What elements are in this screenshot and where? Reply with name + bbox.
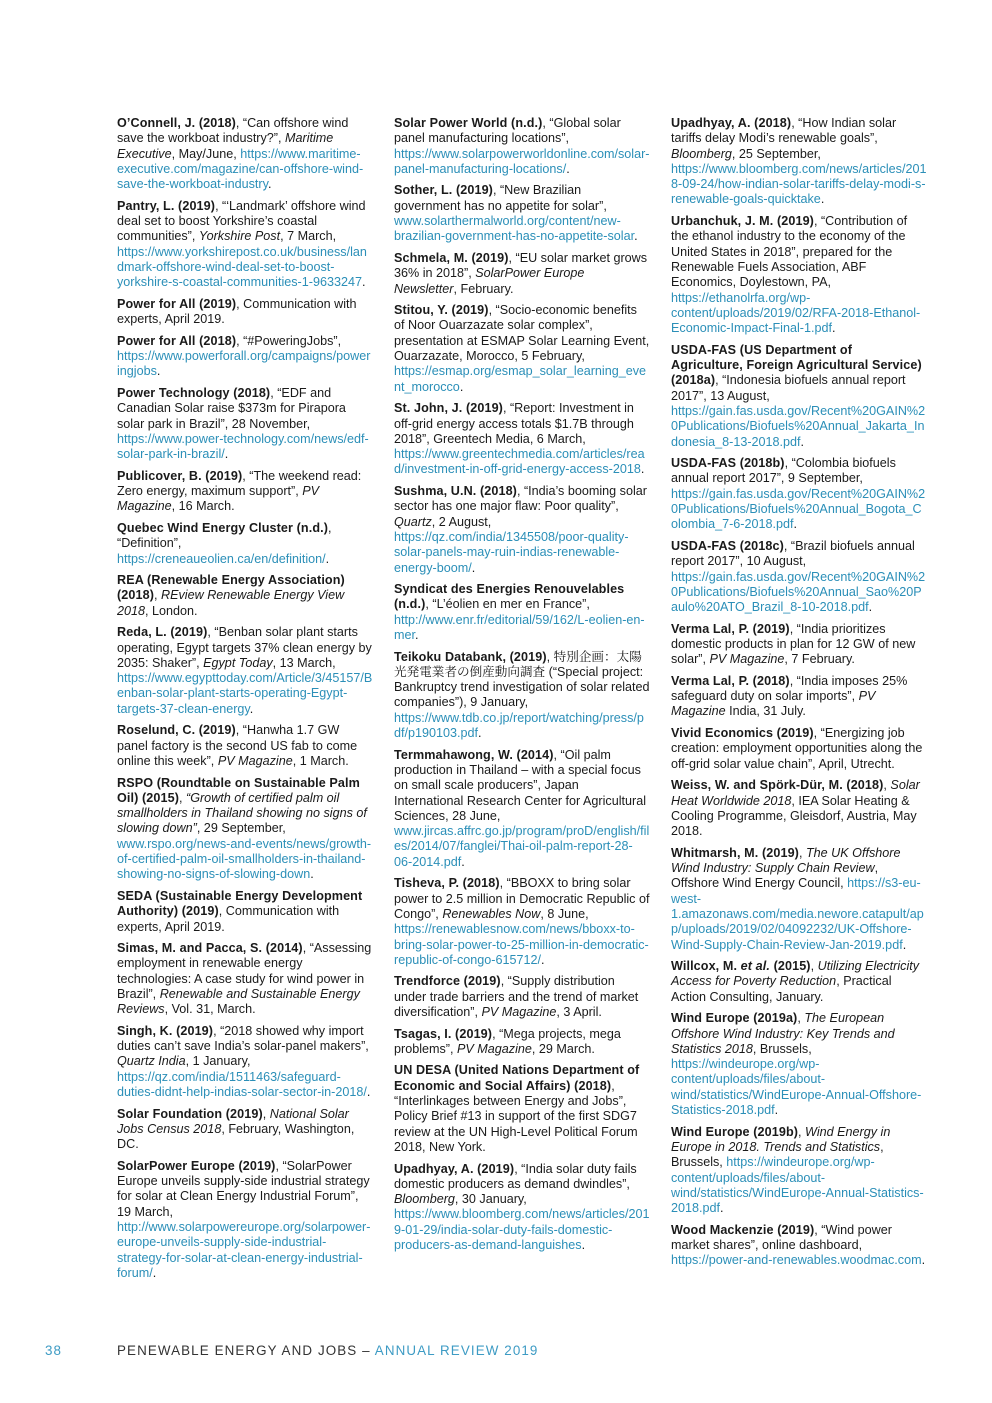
reference-text: . — [793, 517, 798, 532]
reference-author: Schmela, M. (2019) — [394, 250, 509, 265]
reference-publication: Egypt Today — [203, 655, 273, 670]
reference-text: , “India’s booming solar sector has one major flaw: Poor quality”, — [394, 484, 647, 514]
reference-link[interactable]: https://www.egypttoday.com/Article/3/45157/Benban-solar-plant-starts-operating-Egypt-targets-37-clean-energy — [117, 671, 373, 716]
reference-author: Termmahawong, W. (2014) — [394, 747, 554, 762]
reference-entry — [671, 116, 927, 208]
reference-text: , “Socio-economic benefits of Noor Ouarzazate solar complex”, presentation at ESMAP Solar Learning Event, Ouarzazate, Morocco, 5 February, — [394, 303, 650, 364]
reference-entry — [117, 334, 373, 380]
reference-publication: PV Magazine — [117, 484, 320, 514]
reference-author: USDA-FAS (2018b) — [671, 456, 785, 471]
reference-author: St. John, J. (2019) — [394, 401, 503, 416]
reference-link[interactable]: https://qz.com/india/1345508/poor-quality-solar-panels-may-ruin-indias-renewable-energy-boom/ — [394, 529, 629, 575]
reference-entry — [117, 469, 373, 515]
reference-text: . — [310, 867, 314, 882]
reference-entry — [671, 539, 927, 615]
reference-text: , London. — [145, 603, 198, 618]
reference-entry — [394, 650, 650, 742]
reference-text: , “New Brazilian government has no appetite for solar”, — [394, 183, 607, 213]
reference-text: . — [156, 364, 161, 379]
reference-publication: Renewable and Sustainable Energy Reviews — [117, 987, 360, 1017]
reference-text: . — [541, 952, 545, 967]
reference-author: Stitou, Y. (2019) — [394, 303, 489, 318]
reference-text: . — [361, 275, 366, 290]
reference-text: , “L’éolien en mer en France”, — [425, 597, 590, 612]
reference-text: , May/June, — [171, 146, 241, 161]
reference-publication: PV Magazine — [709, 652, 785, 667]
reference-text: . — [249, 701, 254, 716]
reference-author: Quebec Wind Energy Cluster (n.d.) — [117, 520, 329, 535]
reference-text: , 7 February. — [784, 652, 855, 667]
reference-text: , Brussels, — [671, 1139, 884, 1170]
reference-author: (2015) — [769, 959, 811, 974]
reference-publication: PV Magazine — [457, 1041, 532, 1056]
reference-text: . — [152, 1265, 157, 1280]
reference-text: , 29 September, — [196, 821, 286, 836]
reference-text: . — [640, 462, 645, 477]
reference-entry — [671, 343, 927, 450]
reference-text: . — [902, 937, 907, 952]
reference-text: India, 31 July. — [725, 704, 806, 719]
reference-author: Vivid Economics (2019) — [671, 726, 814, 741]
reference-text: . — [800, 434, 805, 449]
reference-entry — [117, 776, 373, 883]
reference-entry — [117, 386, 373, 462]
reference-text: , Communication with experts, April 2019. — [117, 904, 340, 934]
reference-entry — [671, 622, 927, 668]
reference-author: Tsagas, I. (2019) — [394, 1026, 493, 1041]
reference-author: SolarPower Europe (2019) — [117, 1158, 276, 1173]
reference-author: USDA-FAS (US Department of Agriculture, Foreign Agricultural Service) (2018a) — [671, 342, 922, 388]
reference-link[interactable]: https://qz.com/india/1511463/safeguard-duties-didnt-help-indias-solar-sector-in-2018/ — [117, 1069, 367, 1100]
reference-entry — [394, 876, 650, 968]
reference-text: , “Colombia biofuels annual report 2017”, 9 September, — [671, 456, 896, 486]
reference-text: , — [262, 1106, 270, 1121]
reference-text: . — [267, 177, 272, 192]
reference-text: , “Energizing job creation: employment opportunities along the off-grid solar value chain”, April, Utrecht. — [671, 726, 923, 771]
reference-text: , “Contribution of the ethanol industry to the economy of the United States in 2018”, prepared for the Renewable Fuels Association, ABF Economics, Doylestown, PA, — [671, 214, 908, 290]
reference-text: . — [774, 1103, 779, 1118]
reference-text: , “EDF and Canadian Solar raise $373m for Pirapora solar park in Brazil”, 28 November, — [117, 385, 346, 431]
footer-report-title: PENEWABLE ENERGY AND JOBS – — [117, 1343, 371, 1358]
reference-text: , Offshore Wind Energy Council, — [671, 861, 879, 891]
reference-author: Syndicat des Energies Renouvelables (n.d.) — [394, 582, 625, 612]
reference-text: , “Interlinkages between Energy and Jobs”, Policy Brief #13 in support of the first SDG7 review at the UN High-Level Political Forum 2018, New York. — [394, 1078, 638, 1154]
reference-link[interactable]: https://creneaueolien.ca/en/definition/ — [117, 551, 326, 566]
reference-author: RSPO (Roundtable on Sustainable Palm Oil) (2015) — [117, 775, 360, 805]
reference-publication: The UK Offshore Wind Industry: Supply Chain Review — [671, 845, 901, 876]
footer-title — [117, 1343, 538, 1358]
reference-text: , February, Washington, DC. — [117, 1121, 355, 1152]
reference-author: Wind Europe (2019b) — [671, 1124, 799, 1139]
reference-text: . — [634, 229, 638, 244]
reference-publication: Utilizing Electricity Access for Poverty Reduction — [671, 959, 920, 989]
reference-text: . — [581, 1238, 586, 1253]
reference-author: O’Connell, J. (2018) — [117, 116, 236, 130]
reference-author: Tisheva, P. (2018) — [394, 876, 500, 891]
reference-text: , 3 April. — [556, 1005, 602, 1019]
reference-text: , — [810, 959, 818, 974]
reference-author: Sother, L. (2019) — [394, 183, 493, 198]
reference-text: . — [868, 600, 873, 615]
reference-entry — [394, 1063, 650, 1155]
reference-text: , 30 January, — [454, 1192, 527, 1207]
reference-publication: “Growth of certified palm oil smallholders in Thailand showing no signs of slowing down” — [117, 790, 367, 836]
reference-link[interactable]: https://www.solarpowerworldonline.com/solar-panel-manufacturing-locations/ — [394, 146, 650, 176]
reference-text: , IEA Solar Heating & Cooling Programme, Gleisdorf, Austria, May 2018. — [671, 793, 917, 839]
reference-author: Sushma, U.N. (2018) — [394, 484, 517, 499]
reference-author: Upadhyay, A. (2018) — [671, 116, 792, 130]
reference-link[interactable]: www.jircas.affrc.go.jp/program/proD/english/files/2014/07/fanglei/Thai-oil-palm-report-28-06-2014.pdf — [394, 824, 650, 869]
reference-text: . — [366, 1085, 371, 1100]
reference-text: , “Mega projects, mega problems”, — [394, 1026, 621, 1056]
reference-author: Whitmarsh, M. (2019) — [671, 845, 799, 860]
reference-author: UN DESA (United Nations Department of Economic and Social Affairs) (2018) — [394, 1063, 640, 1093]
reference-entry — [671, 778, 927, 839]
reference-author: Solar Foundation (2019) — [117, 1106, 263, 1121]
reference-text: , “SolarPower Europe unveils supply-side industrial strategy for solar at Clean Energy Industrial Forum”, 19 March, — [117, 1158, 370, 1219]
reference-text: , “Report: Investment in off-grid energy access totals $1.7B through 2018”, Greentech Media, 6 March, — [394, 401, 634, 446]
reference-link[interactable]: https://www.power-technology.com/news/edf-solar-park-in-brazil/ — [117, 431, 369, 462]
reference-author: Willcox, M. — [671, 959, 741, 974]
reference-text: , Practical Action Consulting, January. — [671, 974, 892, 1004]
reference-link[interactable]: www.rspo.org/news-and-events/news/growth-of-certified-palm-oil-smallholders-in-thailand-showing-no-signs-of-slowing-down — [117, 836, 372, 882]
reference-entry — [117, 1107, 373, 1153]
reference-text: . — [720, 1201, 724, 1216]
reference-link[interactable]: https://gain.fas.usda.gov/Recent%20GAIN%20Publications/Biofuels%20Annual_Jakarta_Indonesia_8-13-2018.pdf — [671, 403, 926, 449]
reference-text: , “India solar duty fails domestic producers as demand dwindles”, — [394, 1161, 637, 1191]
reference-publication: Quartz — [394, 514, 432, 529]
reference-entry — [117, 1024, 373, 1100]
reference-entry — [394, 484, 650, 576]
reference-author: Weiss, W. and Spörk-Dür, M. (2018) — [671, 778, 884, 793]
reference-text: , “Definition”, — [117, 520, 332, 551]
reference-entry — [671, 726, 927, 772]
reference-text: . — [566, 161, 570, 176]
reference-entry — [394, 748, 650, 870]
reference-text: , 29 March. — [531, 1041, 595, 1056]
reference-entry — [394, 1162, 650, 1254]
reference-text: , 1 January, — [185, 1054, 251, 1069]
reference-link[interactable]: https://www.yorkshirepost.co.uk/business/landmark-offshore-wind-deal-set-to-boost-yorkshire-s-coastal-communities-1-9633247 — [117, 244, 367, 290]
reference-text: , 8 June, — [540, 906, 589, 921]
reference-text: , 13 March, — [272, 655, 336, 670]
reference-publication: Renewables Now — [442, 906, 541, 921]
reference-author: et al. — [740, 959, 770, 974]
reference-text: , “Assessing employment in renewable energy technologies: A case study for wind power in Brazil”, — [117, 941, 372, 1001]
reference-author: Roselund, C. (2019) — [117, 723, 236, 738]
reference-text: , “The weekend read: Zero energy, maximum support”, — [117, 468, 362, 499]
reference-entry — [671, 846, 927, 953]
reference-text: , “Benban solar plant starts operating, Egypt targets 37% clean energy by 2035: Shaker”, — [117, 625, 372, 670]
reference-author: Singh, K. (2019) — [117, 1023, 214, 1038]
reference-entry — [394, 303, 650, 395]
reference-text: , “‘Landmark’ offshore wind deal set to boost Yorkshire’s coastal communities”, — [117, 198, 366, 244]
reference-author: Teikoku Databank, (2019) — [394, 649, 547, 664]
reference-author: Verma Lal, P. (2018) — [671, 673, 790, 688]
reference-text: , “BBOXX to bring solar power to 2.5 million in Democratic Republic of Congo”, — [394, 876, 650, 921]
reference-text: , “Hanwha 1.7 GW panel factory is the second US fab to come online this week”, — [117, 723, 358, 768]
reference-publication: The European Offshore Wind Industry: Key Trends and Statistics 2018 — [671, 1011, 895, 1056]
reference-entry — [117, 723, 373, 769]
reference-link[interactable]: https://renewablesnow.com/news/bboxx-to-bring-solar-power-to-25-million-in-democratic-republic-of-congo-615712/ — [394, 922, 649, 967]
reference-entry — [394, 401, 650, 477]
reference-text: , “Global solar panel manufacturing locations”, — [394, 116, 621, 146]
reference-author: Upadhyay, A. (2019) — [394, 1161, 515, 1176]
reference-text: , “How Indian solar tariffs delay Modi’s renewable goals”, — [671, 116, 897, 146]
reference-author: Urbanchuk, J. M. (2019) — [671, 214, 814, 229]
reference-link[interactable]: https://www.bloomberg.com/news/articles/2018-09-24/how-indian-solar-tariffs-delay-modi-s-renewable-goals-quicktake — [671, 161, 927, 207]
reference-publication: PV Magazine — [671, 689, 876, 719]
reference-author: Wind Europe (2019a) — [671, 1011, 798, 1026]
reference-entry — [117, 1159, 373, 1281]
reference-entry — [671, 456, 927, 532]
reference-entry — [117, 521, 373, 567]
reference-text: . — [461, 854, 465, 869]
reference-entry — [394, 1027, 650, 1058]
reference-author: Power Technology (2018) — [117, 385, 271, 400]
reference-link[interactable]: https://www.greentechmedia.com/articles/read/investment-in-off-grid-energy-access-2018 — [394, 447, 645, 477]
reference-text: . — [224, 447, 229, 462]
reference-text: , February. — [453, 281, 514, 296]
reference-text: , — [179, 790, 186, 805]
reference-link[interactable]: https://www.maritime-executive.com/magazine/can-offshore-wind-save-the-workboat-industry — [117, 146, 364, 192]
reference-author: Reda, L. (2019) — [117, 625, 208, 640]
reference-text: , 1 March. — [292, 753, 349, 768]
reference-author: Verma Lal, P. (2019) — [671, 621, 790, 636]
reference-entry — [671, 959, 927, 1005]
reference-text: , “Brazil biofuels annual report 2017”, 10 August, — [671, 538, 915, 569]
reference-link[interactable]: https://www.tdb.co.jp/report/watching/press/pdf/p190103.pdf — [394, 710, 644, 741]
reference-entry — [117, 625, 373, 717]
reference-text: , 16 March. — [171, 499, 235, 514]
reference-author: Simas, M. and Pacca, S. (2014) — [117, 941, 303, 956]
reference-entry — [117, 199, 373, 291]
reference-publication: Bloomberg — [671, 146, 732, 161]
reference-link[interactable]: https://esmap.org/esmap_solar_learning_event_morocco — [394, 364, 647, 394]
reference-author: Publicover, B. (2019) — [117, 468, 243, 483]
reference-publication: SolarPower Europe Newsletter — [394, 266, 585, 296]
reference-text: , “Oil palm production in Thailand – with a special focus on small scale producers”, Japan International Research Center for Agricultural Sciences, 28 June, — [394, 747, 647, 823]
reference-link[interactable]: http://www.enr.fr/editorial/59/162/L-eolien-en-mer — [394, 612, 645, 642]
reference-text: . — [471, 560, 476, 575]
reference-entry — [394, 251, 650, 297]
reference-text: , Vol. 31, March. — [164, 1002, 256, 1017]
reference-entry — [671, 1125, 927, 1217]
reference-author: REA (Renewable Energy Association) (2018) — [117, 573, 345, 603]
reference-text: , “India imposes 25% safeguard duty on solar imports”, — [671, 673, 908, 704]
reference-text: , Communication with experts, April 2019. — [117, 296, 357, 327]
reference-text: , “Wind power market shares”, online dashboard, — [671, 1222, 892, 1253]
reference-author: Wood Mackenzie (2019) — [671, 1222, 815, 1237]
reference-text: , — [798, 1124, 806, 1139]
reference-link[interactable]: https://windeurope.org/wp-content/uploads/files/about-wind/statistics/WindEurope-Annual-Statistics-2018.pdf — [671, 1155, 924, 1216]
reference-author: Power for All (2019) — [117, 296, 237, 311]
reference-link[interactable]: https://www.powerforall.org/campaigns/poweringjobs — [117, 349, 371, 379]
reference-text: , — [154, 588, 162, 603]
reference-text: , — [798, 845, 806, 860]
reference-text: , Brussels, — [752, 1041, 812, 1056]
reference-entry — [394, 183, 650, 244]
reference-link[interactable]: https://gain.fas.usda.gov/Recent%20GAIN%20Publications/Biofuels%20Annual_Bogota_Colombia_7-6-2018.pdf — [671, 486, 926, 532]
reference-text: , “India prioritizes domestic products in plan for 12 GW of new solar”, — [671, 621, 916, 667]
reference-text: , “2018 showed why import duties can’t save India’s solar-panel makers”, — [117, 1023, 369, 1054]
reference-text: , “Can offshore wind save the workboat industry?”, — [117, 116, 349, 146]
reference-entry — [394, 582, 650, 643]
reference-text: . — [415, 627, 419, 642]
reference-link[interactable]: https://ethanolrfa.org/wp-content/uploads/2019/02/RFA-2018-Ethanol-Economic-Impact-Final-1.pdf — [671, 290, 921, 336]
reference-author: Pantry, L. (2019) — [117, 198, 216, 213]
reference-entry — [671, 674, 927, 720]
reference-text: . — [921, 1253, 926, 1268]
footer-report-subtitle: ANNUAL REVIEW 2019 — [374, 1343, 539, 1358]
reference-publication: PV Magazine — [481, 1005, 557, 1019]
reference-publication: Maritime Executive — [117, 131, 334, 161]
reference-author: Trendforce (2019) — [394, 974, 501, 989]
reference-entry — [117, 297, 373, 328]
reference-entry — [117, 889, 373, 935]
reference-text: , “Supply distribution under trade barriers and the trend of market diversification”, — [394, 974, 639, 1019]
reference-column-2 — [394, 116, 650, 1260]
reference-entry — [117, 573, 373, 619]
reference-publication: Bloomberg — [394, 1192, 455, 1207]
reference-link[interactable]: https://power-and-renewables.woodmac.com — [671, 1253, 922, 1268]
reference-text: , 25 September, — [731, 146, 821, 161]
reference-text: . — [831, 321, 836, 336]
reference-text: . — [325, 551, 330, 566]
reference-entry — [671, 1011, 927, 1118]
reference-text: , — [797, 1011, 805, 1026]
reference-column-1 — [117, 116, 373, 1288]
reference-publication: PV Magazine — [217, 753, 293, 768]
reference-publication: Quartz India — [117, 1054, 186, 1069]
reference-publication: Solar Heat Worldwide 2018 — [671, 778, 920, 808]
reference-text: . — [459, 379, 464, 394]
reference-author: Power for All (2018) — [117, 333, 237, 348]
reference-publication: Yorkshire Post — [198, 229, 281, 244]
reference-text: . — [478, 726, 482, 741]
reference-text: , 特別企画：太陽光発電業者の倒産動向調査 (“Special project: Bankruptcy trend investigation of solar related companies”), 9 January, — [394, 649, 650, 710]
reference-link[interactable]: http://www.solarpowereurope.org/solarpower-europe-unveils-supply-side-industrial-strategy-for-solar-at-clean-energy-industrial-forum/ — [117, 1220, 371, 1280]
reference-entry — [394, 974, 650, 1020]
reference-column-3 — [671, 116, 927, 1275]
reference-text: , 2 August, — [431, 514, 492, 529]
reference-entry — [117, 941, 373, 1017]
reference-link[interactable]: www.solarthermalworld.org/content/new-brazilian-government-has-no-appetite-solar — [394, 214, 635, 244]
reference-entry — [671, 1223, 927, 1269]
reference-publication: REview Renewable Energy View 2018 — [117, 588, 345, 618]
page-footer — [0, 1343, 992, 1361]
reference-text: , “EU solar market grows 36% in 2018”, — [394, 250, 648, 281]
reference-entry — [394, 116, 650, 177]
reference-link[interactable]: https://gain.fas.usda.gov/Recent%20GAIN%20Publications/Biofuels%20Annual_Sao%20Paulo%20ATO_Brazil_8-10-2018.pdf — [671, 569, 926, 615]
reference-publication: National Solar Jobs Census 2018 — [117, 1106, 349, 1136]
reference-text: . — [820, 192, 825, 207]
reference-link[interactable]: https://windeurope.org/wp-content/uploads/files/about-wind/statistics/WindEurope-Annual-Offshore-Statistics-2018.pdf — [671, 1057, 922, 1118]
reference-text: , “#PoweringJobs”, — [236, 333, 342, 348]
reference-link[interactable]: https://www.bloomberg.com/news/articles/2019-01-29/india-solar-duty-fails-domestic-producers-as-demand-languishes — [394, 1207, 650, 1253]
reference-text: , — [883, 778, 891, 793]
reference-text: , “Indonesia biofuels annual report 2017”, 13 August, — [671, 373, 906, 403]
reference-link[interactable]: https://s3-eu-west-1.amazonaws.com/media.newore.catapult/app/uploads/2019/02/04092232/UK-Offshore-Wind-Supply-Chain-Review-Jan-2019.pdf — [671, 876, 924, 952]
page-number: 38 — [45, 1343, 63, 1358]
reference-text: , 7 March, — [280, 229, 337, 244]
reference-entry — [671, 214, 927, 336]
reference-author: USDA-FAS (2018c) — [671, 538, 784, 553]
reference-author: Solar Power World (n.d.) — [394, 116, 543, 130]
reference-author: SEDA (Sustainable Energy Development Authority) (2019) — [117, 888, 363, 919]
reference-entry — [117, 116, 373, 192]
reference-publication: Wind Energy in Europe in 2018. Trends and Statistics — [671, 1124, 891, 1154]
